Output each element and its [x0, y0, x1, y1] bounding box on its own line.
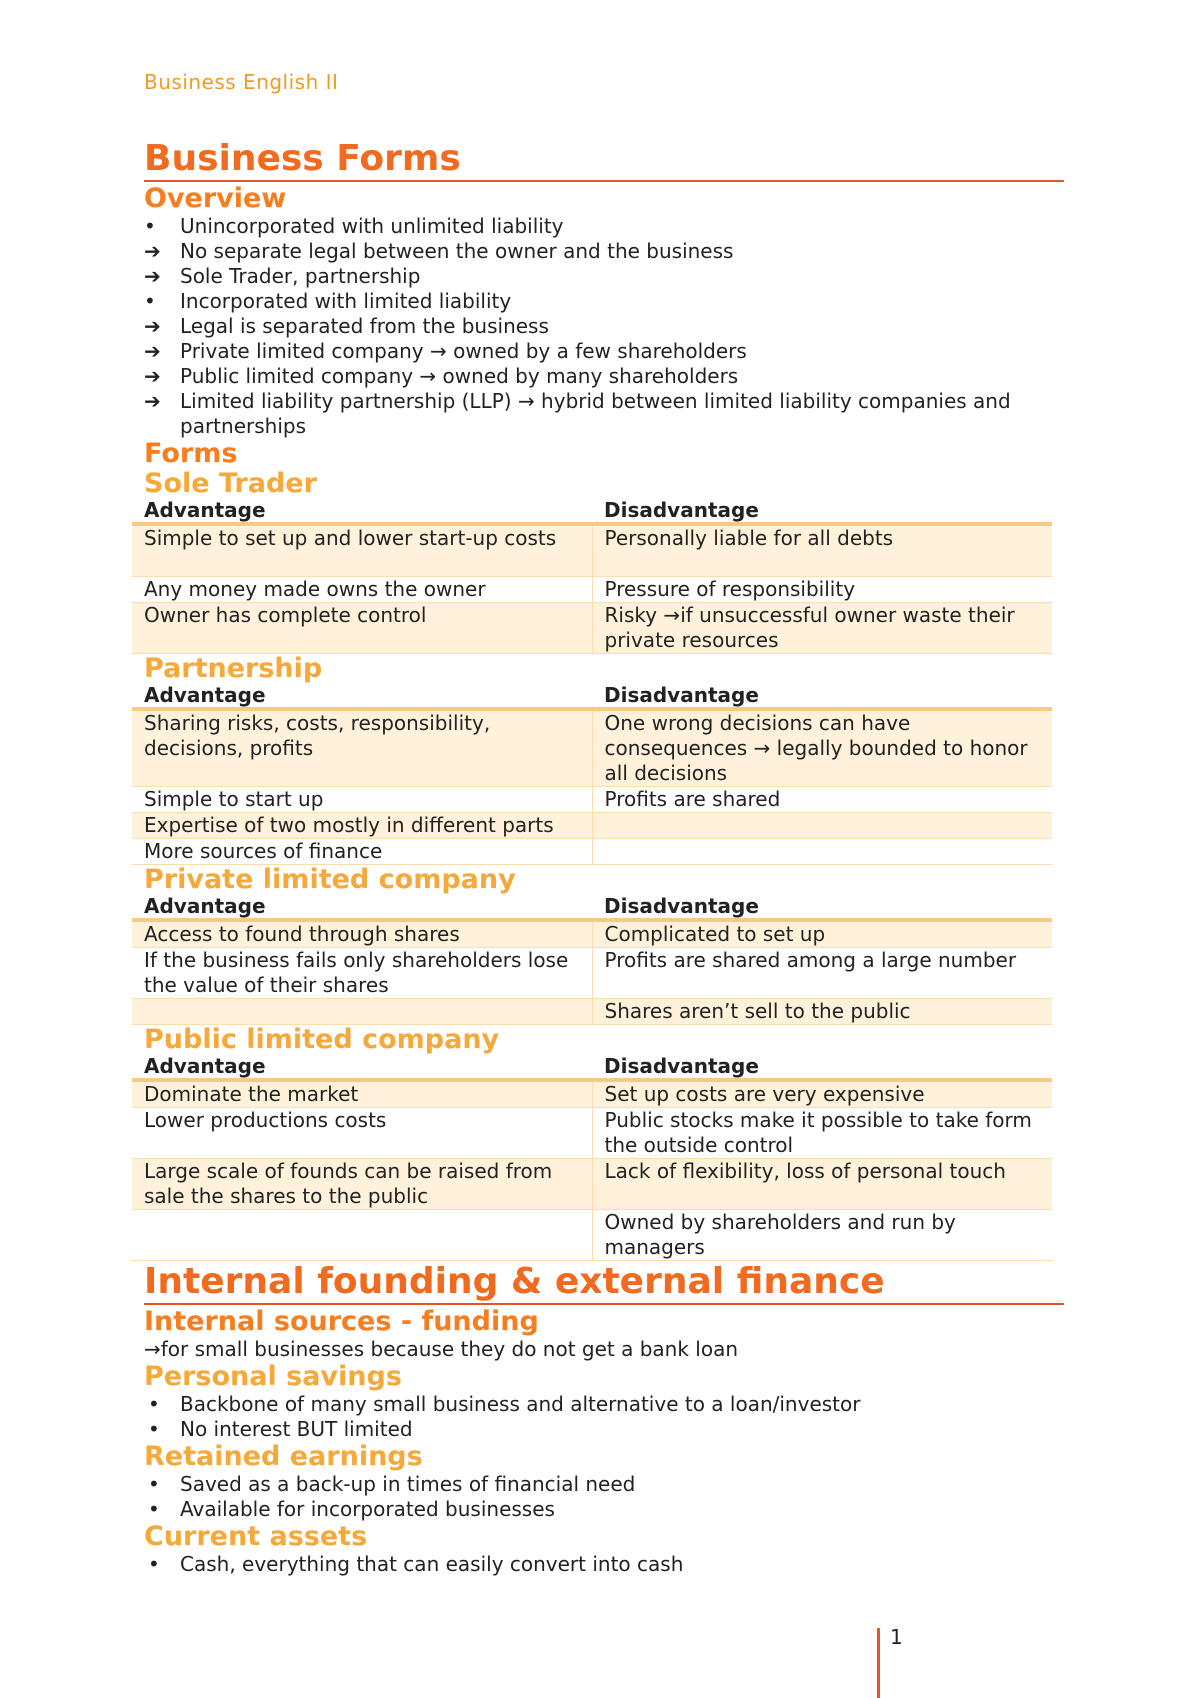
list-item: • Unincorporated with unlimited liability: [144, 214, 564, 238]
retained-earnings-list: [144, 1472, 1064, 1522]
current-assets-list: [144, 1552, 1064, 1577]
list-marker: •: [144, 214, 156, 238]
list-item: ➔ Limited liability partnership (LLP) → hybrid between limited liability companies and partnerships: [144, 389, 1011, 438]
disadvantage-header: Disadvantage: [592, 1055, 1052, 1080]
list-item: ➔ Private limited company → owned by a few shareholders: [144, 339, 747, 363]
list-item: • Incorporated with limited liability: [144, 289, 512, 313]
advantage-header: Advantage: [132, 1055, 592, 1080]
page-number: 1: [890, 1625, 903, 1649]
list-item: • Saved as a back-up in times of financial need: [144, 1472, 1064, 1497]
table-header-row: [132, 895, 1052, 920]
list-item: • Available for incorporated businesses: [144, 1497, 1064, 1522]
table-row: Lower productions costs Public stocks make it possible to take form the outside control: [132, 1108, 1052, 1159]
personal-savings-heading: Personal savings: [144, 1361, 402, 1392]
arrow-icon: ➔: [144, 339, 161, 363]
overview-list: [144, 214, 1064, 439]
table-row: If the business fails only shareholders lose the value of their shares Profits are shared among a large number: [132, 948, 1052, 999]
list-item: ➔ No separate legal between the owner and the business: [144, 239, 734, 263]
internal-sources-heading: Internal sources - funding: [144, 1306, 539, 1337]
list-item: • Cash, everything that can easily convert into cash: [144, 1552, 1064, 1577]
retained-earnings-heading: Retained earnings: [144, 1441, 423, 1472]
arrow-icon: ➔: [144, 239, 161, 263]
table-row: Simple to set up and lower start-up costs Personally liable for all debts: [132, 524, 1052, 577]
list-item: ➔ Sole Trader, partnership: [144, 264, 421, 288]
disadvantage-header: Disadvantage: [592, 684, 1052, 709]
table-header-row: [132, 1055, 1052, 1080]
table-row: Sharing risks, costs, responsibility, decisions, profits One wrong decisions can have consequences → legally bounded to honor all decisions: [132, 709, 1052, 787]
table-row: Access to found through shares Complicated to set up: [132, 920, 1052, 948]
advantage-header: Advantage: [132, 499, 592, 524]
table-row: Any money made owns the owner Pressure of responsibility: [132, 577, 1052, 603]
list-marker: •: [144, 289, 156, 313]
table-row: Expertise of two mostly in different parts: [132, 813, 1052, 839]
advantage-header: Advantage: [132, 684, 592, 709]
arrow-icon: ➔: [144, 264, 161, 288]
finance-title: Internal founding & external finance: [144, 1261, 1064, 1305]
footer-divider: [877, 1628, 880, 1698]
list-item: • Backbone of many small business and alternative to a loan/investor: [144, 1392, 1064, 1417]
internal-note: →for small businesses because they do not get a bank loan: [144, 1337, 739, 1361]
private-limited-heading: Private limited company: [144, 864, 516, 895]
private-limited-table: [132, 895, 1052, 1025]
table-row: Dominate the market Set up costs are very expensive: [132, 1080, 1052, 1108]
public-limited-heading: Public limited company: [144, 1024, 500, 1055]
list-item: • No interest BUT limited: [144, 1417, 1064, 1442]
partnership-heading: Partnership: [144, 653, 323, 684]
list-item: ➔ Legal is separated from the business: [144, 314, 549, 338]
page-title: Business Forms: [144, 138, 1064, 182]
advantage-header: Advantage: [132, 895, 592, 920]
running-header: Business English II: [144, 70, 339, 94]
table-row: Simple to start up Profits are shared: [132, 787, 1052, 813]
overview-heading: Overview: [144, 183, 287, 214]
table-header-row: [132, 684, 1052, 709]
list-item: ➔ Public limited company → owned by many shareholders: [144, 364, 739, 388]
disadvantage-header: Disadvantage: [592, 499, 1052, 524]
table-row: Owner has complete control Risky →if unsuccessful owner waste their private resources: [132, 603, 1052, 654]
table-row: More sources of finance: [132, 839, 1052, 865]
sole-trader-heading: Sole Trader: [144, 468, 317, 499]
table-row: Shares aren’t sell to the public: [132, 999, 1052, 1025]
table-row: Large scale of founds can be raised from sale the shares to the public Lack of flexibility, loss of personal touch: [132, 1159, 1052, 1210]
personal-savings-list: [144, 1392, 1064, 1442]
public-limited-table: [132, 1055, 1052, 1261]
arrow-icon: ➔: [144, 314, 161, 338]
current-assets-heading: Current assets: [144, 1521, 368, 1552]
partnership-table: [132, 684, 1052, 865]
page-content: [144, 138, 1064, 1577]
table-row: Owned by shareholders and run by managers: [132, 1210, 1052, 1261]
disadvantage-header: Disadvantage: [592, 895, 1052, 920]
table-header-row: [132, 499, 1052, 524]
arrow-icon: ➔: [144, 389, 161, 413]
forms-heading: Forms: [144, 438, 238, 469]
arrow-icon: ➔: [144, 364, 161, 388]
sole-trader-table: [132, 499, 1052, 654]
